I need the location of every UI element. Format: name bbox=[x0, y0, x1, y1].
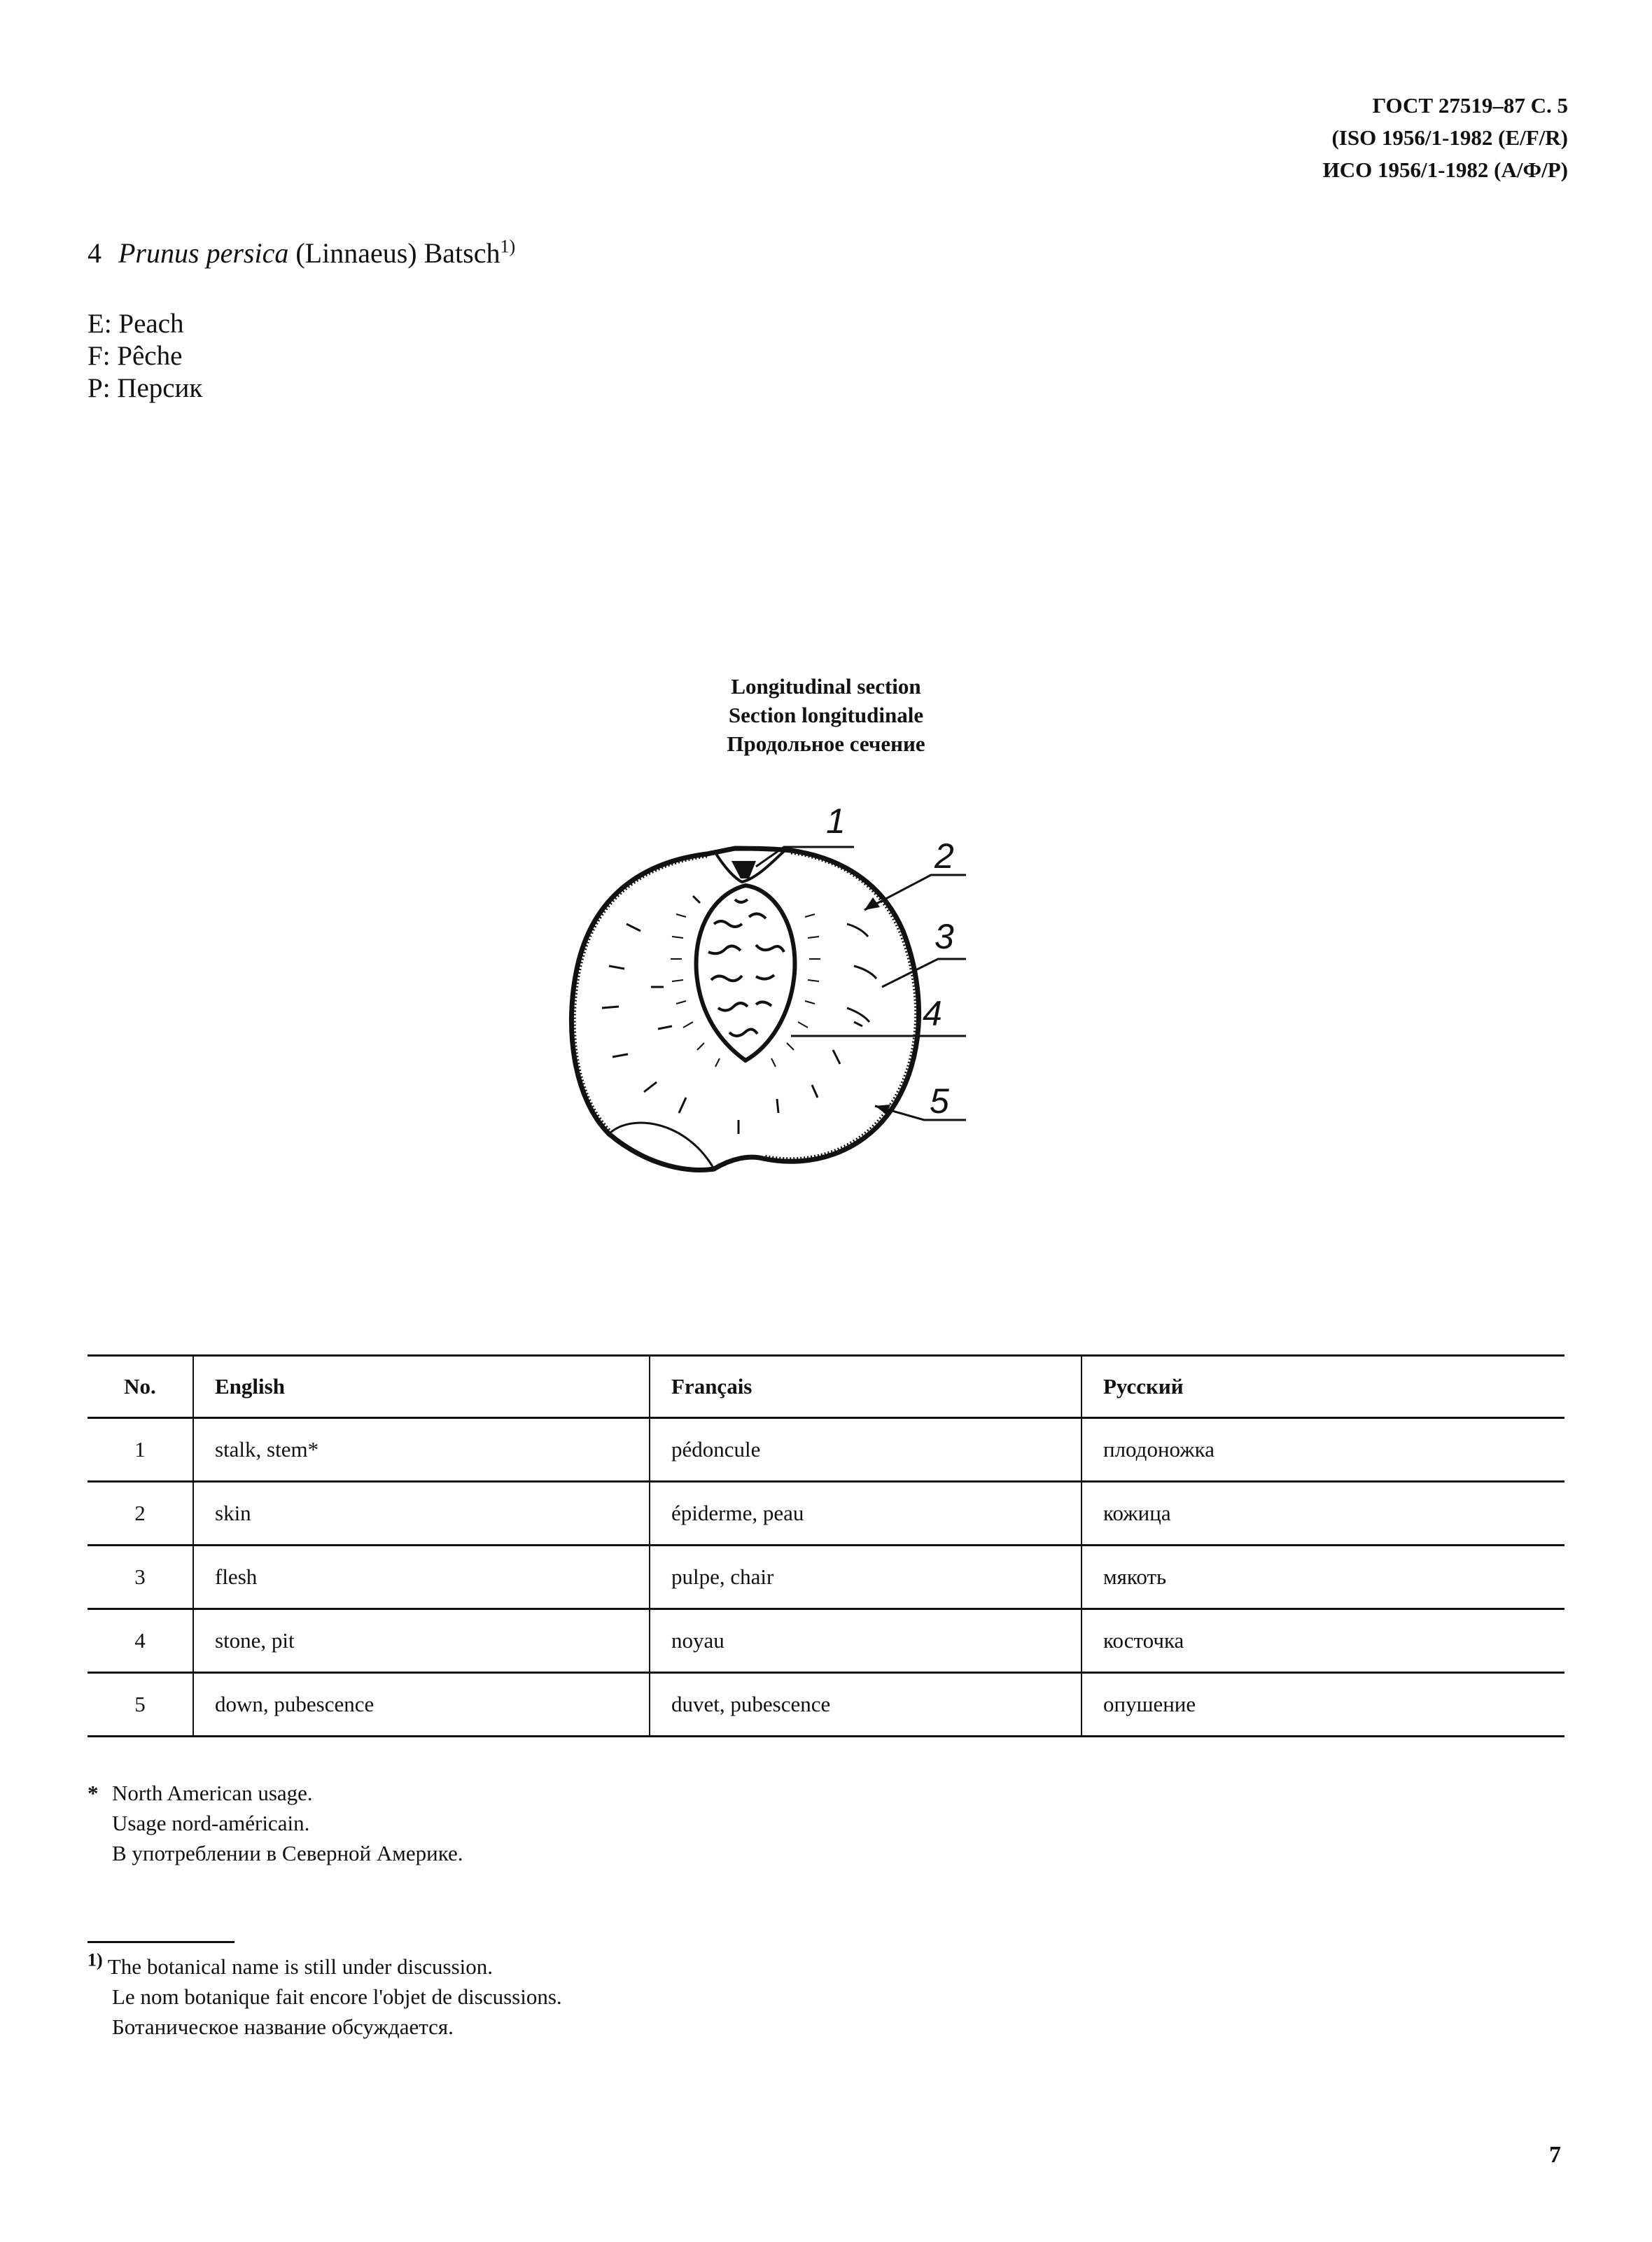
column-header-french: Français bbox=[650, 1356, 1082, 1418]
cell-number: 1 bbox=[88, 1418, 193, 1482]
cell-french: épiderme, peau bbox=[650, 1482, 1082, 1546]
botanical-footnote-fr: Le nom botanique fait encore l'objet de discussions. bbox=[112, 1984, 562, 2009]
header-iso-reference: (ISO 1956/1-1982 (E/F/R) bbox=[1331, 125, 1568, 150]
leader-arrowheads bbox=[864, 897, 890, 1114]
usage-footnote bbox=[88, 1778, 463, 1868]
cell-english: down, pubescence bbox=[193, 1673, 650, 1737]
figure-caption-fr: Section longitudinale bbox=[728, 703, 924, 727]
common-name-english: E: Peach bbox=[88, 309, 184, 339]
table-header-row bbox=[88, 1356, 1564, 1418]
stone bbox=[696, 885, 795, 1060]
cell-russian: кожица bbox=[1082, 1482, 1564, 1546]
figure-caption-ru: Продольное сечение bbox=[727, 731, 925, 756]
figure-label-4: 4 bbox=[923, 994, 942, 1033]
figure-label-3: 3 bbox=[934, 917, 954, 956]
usage-footnote-fr: Usage nord-américain. bbox=[112, 1811, 310, 1835]
species-heading bbox=[88, 235, 515, 272]
cell-english: flesh bbox=[193, 1546, 650, 1609]
column-header-english: English bbox=[193, 1356, 650, 1418]
cell-french: noyau bbox=[650, 1609, 1082, 1673]
common-name-russian: P: Персик bbox=[88, 373, 203, 403]
terms-table bbox=[88, 1354, 1564, 1737]
cell-russian: опушение bbox=[1082, 1673, 1564, 1737]
botanical-footnote-mark: 1) bbox=[88, 1949, 103, 1970]
usage-footnote-en: North American usage. bbox=[112, 1781, 313, 1805]
cell-number: 3 bbox=[88, 1546, 193, 1609]
cell-french: duvet, pubescence bbox=[650, 1673, 1082, 1737]
common-names bbox=[88, 308, 202, 405]
table-row bbox=[88, 1609, 1564, 1673]
usage-footnote-ru: В употреблении в Северной Америке. bbox=[112, 1841, 463, 1865]
peach-section-drawing bbox=[546, 805, 994, 1211]
botanical-name-footnote bbox=[88, 1949, 562, 2042]
figure-label-1: 1 bbox=[826, 805, 846, 841]
header-iso-reference-ru: ИСО 1956/1-1982 (А/Ф/Р) bbox=[1322, 157, 1568, 182]
cell-number: 4 bbox=[88, 1609, 193, 1673]
table-row bbox=[88, 1418, 1564, 1482]
species-authority: (Linnaeus) Batsch bbox=[295, 237, 500, 269]
table-row bbox=[88, 1673, 1564, 1737]
species-number: 4 bbox=[88, 237, 102, 269]
cell-russian: мякоть bbox=[1082, 1546, 1564, 1609]
page-number: 7 bbox=[1549, 2142, 1561, 2168]
cell-number: 5 bbox=[88, 1673, 193, 1737]
common-name-french: F: Pêche bbox=[88, 341, 183, 371]
figure-label-2: 2 bbox=[934, 836, 954, 876]
cell-russian: плодоножка bbox=[1082, 1418, 1564, 1482]
cell-french: pédoncule bbox=[650, 1418, 1082, 1482]
cell-russian: косточка bbox=[1082, 1609, 1564, 1673]
table-row bbox=[88, 1482, 1564, 1546]
botanical-footnote-ru: Ботаническое название обсуждается. bbox=[112, 2015, 454, 2039]
figure-label-5: 5 bbox=[930, 1081, 949, 1121]
cell-french: pulpe, chair bbox=[650, 1546, 1082, 1609]
species-latin-name: Prunus persica bbox=[118, 237, 289, 269]
cell-english: stone, pit bbox=[193, 1609, 650, 1673]
cell-english: stalk, stem* bbox=[193, 1418, 650, 1482]
footnote-divider bbox=[88, 1941, 234, 1943]
header-standard-number: ГОСТ 27519–87 С. 5 bbox=[1372, 93, 1568, 118]
usage-footnote-mark: * bbox=[88, 1781, 99, 1805]
column-header-number: No. bbox=[88, 1356, 193, 1418]
document-header bbox=[1323, 90, 1568, 186]
figure-caption bbox=[0, 672, 1652, 758]
peach-section-figure bbox=[546, 805, 994, 1214]
species-footnote-ref: 1) bbox=[500, 236, 516, 257]
table-row bbox=[88, 1546, 1564, 1609]
column-header-russian: Русский bbox=[1082, 1356, 1564, 1418]
botanical-footnote-en: The botanical name is still under discussion. bbox=[107, 1954, 493, 1979]
cell-number: 2 bbox=[88, 1482, 193, 1546]
figure-caption-en: Longitudinal section bbox=[731, 674, 921, 699]
cell-english: skin bbox=[193, 1482, 650, 1546]
down-fringe-left bbox=[575, 857, 707, 1131]
